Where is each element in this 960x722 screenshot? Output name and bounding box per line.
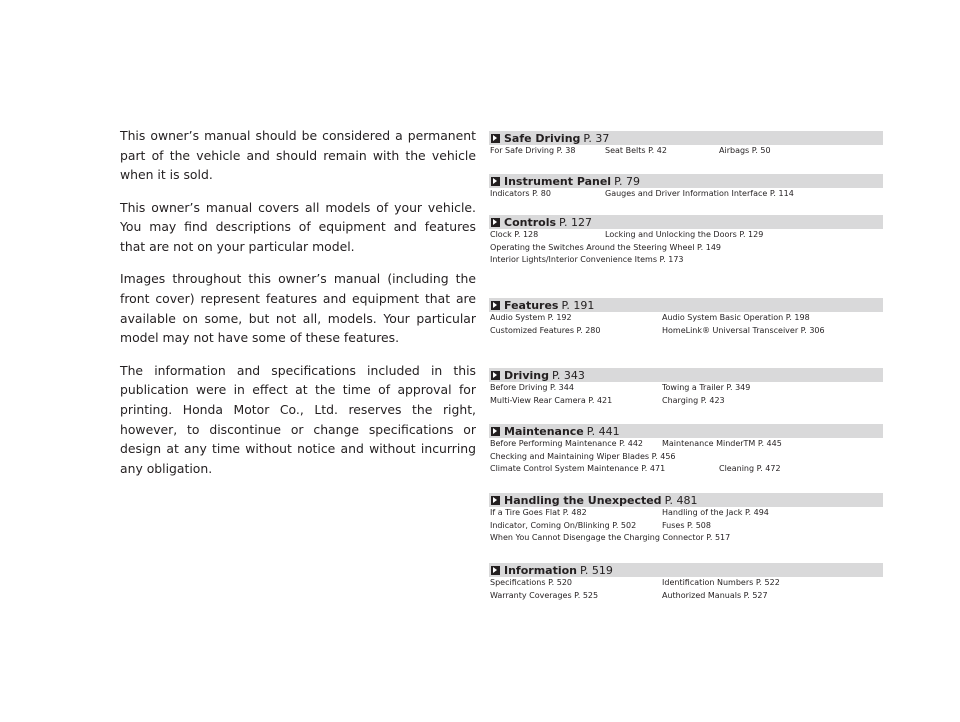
- arrow-right-icon: [491, 496, 500, 505]
- toc-link[interactable]: Climate Control System Maintenance P. 471: [490, 464, 666, 473]
- toc-link[interactable]: Audio System Basic Operation P. 198: [662, 313, 810, 322]
- toc-row: [489, 590, 883, 603]
- toc-link[interactable]: Interior Lights/Interior Convenience Items P. 173: [490, 255, 684, 264]
- toc-row: [489, 577, 883, 590]
- section-title: Driving: [504, 368, 549, 382]
- toc-row: [489, 325, 883, 338]
- toc-link[interactable]: Specifications P. 520: [490, 578, 573, 587]
- toc-link[interactable]: Locking and Unlocking the Doors P. 129: [605, 230, 764, 239]
- toc-link[interactable]: When You Cannot Disengage the Charging Connector P. 517: [490, 533, 731, 542]
- section-page-ref: P. 481: [664, 493, 698, 507]
- toc-link[interactable]: Checking and Maintaining Wiper Blades P. 456: [490, 451, 676, 461]
- section-header-bar[interactable]: [489, 215, 883, 229]
- toc-row: [489, 463, 883, 476]
- section-header-bar[interactable]: [489, 298, 883, 312]
- toc-link[interactable]: Indicator, Coming On/Blinking P. 502: [490, 520, 637, 530]
- arrow-right-icon: [491, 427, 500, 436]
- toc-link[interactable]: Customized Features P. 280: [490, 325, 601, 335]
- toc-row: [489, 438, 883, 451]
- section-title: Controls: [504, 215, 557, 229]
- toc-link[interactable]: Seat Belts P. 42: [605, 146, 667, 155]
- toc-row: [489, 145, 883, 158]
- section-page-ref: P. 37: [583, 131, 610, 145]
- toc-link[interactable]: Before Driving P. 344: [490, 383, 574, 392]
- toc-link[interactable]: Maintenance MinderTM P. 445: [662, 439, 782, 448]
- section-header-bar[interactable]: [489, 493, 883, 507]
- toc-row: [489, 395, 883, 408]
- toc-link[interactable]: Indicators P. 80: [490, 189, 551, 198]
- toc-link[interactable]: Cleaning P. 472: [719, 464, 781, 473]
- toc-link[interactable]: Fuses P. 508: [662, 520, 711, 530]
- toc-section: [489, 493, 883, 545]
- section-page-ref: P. 191: [561, 298, 595, 312]
- toc-row: [489, 188, 883, 201]
- arrow-right-icon: [491, 566, 500, 575]
- intro-paragraph: This owner’s manual should be considered a permanent part of the vehicle and should remain with the vehicle when it is sold.: [120, 128, 476, 183]
- toc-section: [489, 215, 883, 267]
- arrow-right-icon: [491, 177, 500, 186]
- arrow-right-icon: [491, 301, 500, 310]
- section-page-ref: P. 441: [586, 424, 620, 438]
- toc-link[interactable]: Identification Numbers P. 522: [662, 578, 780, 587]
- toc-link[interactable]: Audio System P. 192: [490, 313, 572, 322]
- section-header-bar[interactable]: [489, 174, 883, 188]
- toc-link[interactable]: Operating the Switches Around the Steering Wheel P. 149: [490, 242, 721, 252]
- toc-section: [489, 368, 883, 407]
- toc-section: [489, 298, 883, 337]
- toc-link[interactable]: If a Tire Goes Flat P. 482: [490, 508, 587, 517]
- section-header-bar[interactable]: [489, 563, 883, 577]
- toc-link[interactable]: Before Performing Maintenance P. 442: [490, 439, 644, 448]
- toc-link[interactable]: Towing a Trailer P. 349: [662, 383, 751, 392]
- section-title: Instrument Panel: [504, 174, 612, 188]
- section-title: Information: [504, 563, 577, 577]
- section-header-bar[interactable]: [489, 131, 883, 145]
- toc-section: [489, 563, 883, 602]
- toc-link[interactable]: For Safe Driving P. 38: [490, 146, 576, 155]
- toc-link[interactable]: Handling of the Jack P. 494: [662, 508, 769, 517]
- toc-section: [489, 174, 883, 201]
- arrow-right-icon: [491, 134, 500, 143]
- toc-row: [489, 520, 883, 533]
- section-header-bar[interactable]: [489, 368, 883, 382]
- toc-link[interactable]: Charging P. 423: [662, 395, 725, 405]
- toc-link[interactable]: Gauges and Driver Information Interface P. 114: [605, 189, 794, 198]
- toc-row: [489, 312, 883, 325]
- toc-link[interactable]: HomeLink® Universal Transceiver P. 306: [662, 325, 825, 335]
- toc-link[interactable]: Clock P. 128: [490, 230, 539, 239]
- toc-row: [489, 242, 883, 255]
- intro-text: [120, 126, 476, 491]
- toc-section: [489, 424, 883, 476]
- toc-row: [489, 382, 883, 395]
- section-page-ref: P. 79: [614, 174, 640, 188]
- toc-row: [489, 229, 883, 242]
- section-page-ref: P. 343: [551, 368, 585, 382]
- section-page-ref: P. 127: [559, 215, 592, 229]
- toc-row: [489, 254, 883, 267]
- toc-link[interactable]: Warranty Coverages P. 525: [490, 590, 599, 600]
- section-title: Maintenance: [504, 424, 584, 438]
- intro-paragraph: This owner’s manual covers all models of your vehicle. You may find descriptions of equipment and features that are not on your particular model.: [120, 199, 476, 255]
- arrow-right-icon: [491, 371, 500, 380]
- arrow-right-icon: [491, 218, 500, 227]
- section-title: Features: [504, 298, 559, 312]
- intro-paragraph: The information and specifications included in this publication were in effect at the time of approval for printing. Honda Motor Co., Ltd. reserves the right, however, to discontinue or change specifications or design at any time without notice and without incurring any obligation.: [120, 362, 476, 477]
- toc-row: [489, 532, 883, 545]
- section-title: Handling the Unexpected: [504, 493, 662, 507]
- toc-link[interactable]: Multi-View Rear Camera P. 421: [490, 395, 613, 405]
- toc-section: [489, 131, 883, 158]
- toc-link[interactable]: Airbags P. 50: [719, 146, 771, 155]
- intro-paragraph: Images throughout this owner’s manual (including the front cover) represent features and equipment that are available on some, but not all, models. Your particular model may not have some of these features.: [120, 271, 476, 346]
- section-header-bar[interactable]: [489, 424, 883, 438]
- section-page-ref: P. 519: [580, 563, 613, 577]
- section-title: Safe Driving: [504, 131, 581, 145]
- toc-row: [489, 451, 883, 464]
- toc-link[interactable]: Authorized Manuals P. 527: [662, 590, 768, 600]
- toc-row: [489, 507, 883, 520]
